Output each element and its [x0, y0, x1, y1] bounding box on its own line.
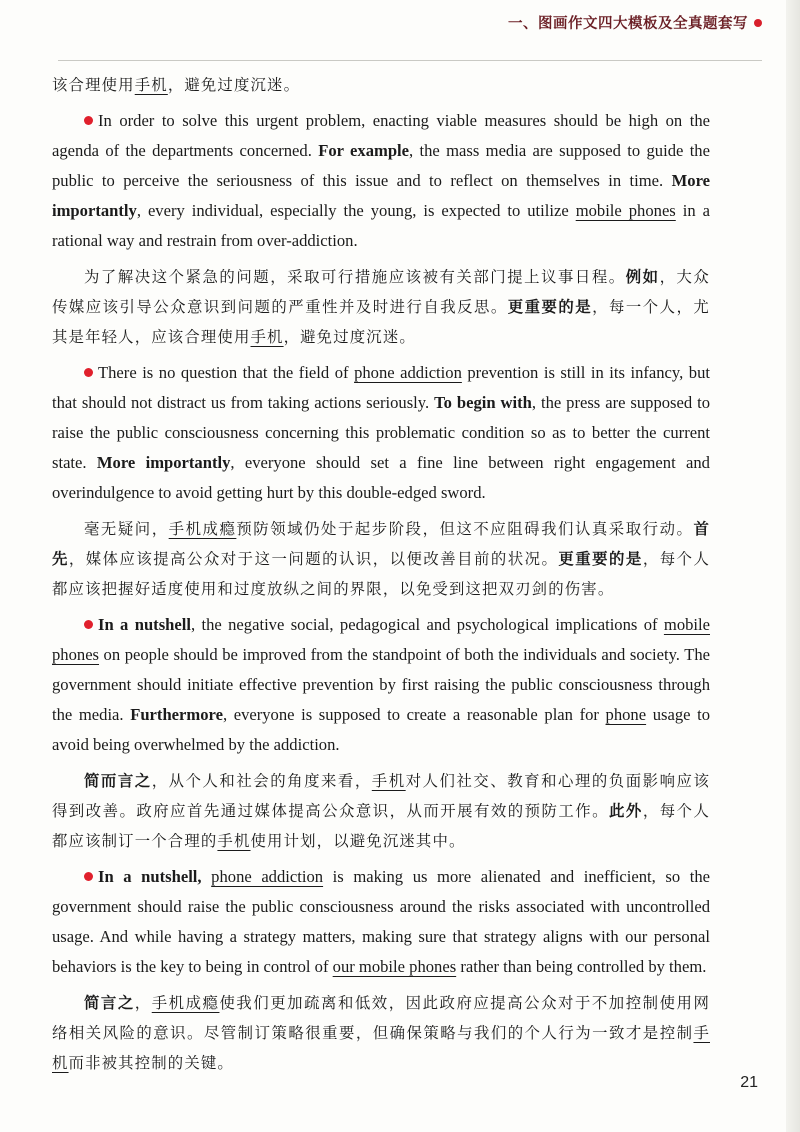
paragraph-zh-0: 该合理使用手机，避免过度沉迷。	[52, 76, 301, 94]
underlined-term: our mobile phones	[332, 957, 457, 976]
underlined-term: phone addiction	[211, 867, 324, 886]
underlined-term: 手机	[52, 1024, 710, 1072]
header-rule	[58, 60, 762, 61]
underlined-term: 手机	[250, 328, 284, 346]
running-header	[508, 12, 762, 33]
bullet-icon	[84, 116, 93, 125]
underlined-term: 手机	[217, 832, 251, 850]
underlined-term: 手机	[134, 76, 168, 94]
paragraph-en-2: There is no question that the field of phone addiction prevention is still in its infancy, but that should not distract us from taking actions seriously. To begin with, the press are supposed to raise the public consciousness concerning this problematic condition so as to better the current state. More importantly, everyone should set a fine line between right engagement and overindulgence to avoid getting hurt by this double-edged sword.	[52, 363, 710, 502]
page-content	[52, 70, 710, 1078]
paragraph-en-1: In order to solve this urgent problem, enacting viable measures should be high on the agenda of the departments concerned. For example, the mass media are supposed to guide the public to perceive the seriousness of this issue and to reflect on themselves in time. More importantly, every individual, especially the young, is expected to utilize mobile phones in a rational way and restrain from over-addiction.	[52, 111, 710, 250]
bullet-icon	[84, 368, 93, 377]
underlined-term: phone addiction	[354, 363, 462, 382]
page-number: 21	[740, 1074, 758, 1091]
underlined-term: 手机	[371, 772, 406, 790]
header-bullet-icon	[754, 19, 762, 27]
paragraph-zh-1: 为了解决这个紧急的问题，采取可行措施应该被有关部门提上议事日程。例如，大众传媒应该引导公众意识到问题的严重性并及时进行自我反思。更重要的是，每一个人，尤其是年轻人，应该合理使用手机，避免过度沉迷。	[52, 268, 710, 346]
underlined-term: mobile phones	[575, 201, 676, 220]
page-edge	[786, 0, 800, 1132]
paragraph-en-4: In a nutshell, phone addiction is making us more alienated and inefficient, so the government should raise the public consciousness around the risks associated with uncontrolled usage. And while having a strategy matters, making sure that strategy aligns with our personal behaviors is the key to being in control of our mobile phones rather than being controlled by them.	[52, 867, 710, 976]
underlined-term: phone	[605, 705, 647, 724]
section-title: 一、图画作文四大模板及全真题套写	[508, 16, 748, 32]
paragraph-zh-4: 简言之，手机成瘾使我们更加疏离和低效，因此政府应提高公众对于不加控制使用网络相关风险的意识。尽管制订策略很重要，但确保策略与我们的个人行为一致才是控制手机而非被其控制的关键。	[52, 994, 710, 1072]
paragraph-zh-2: 毫无疑问，手机成瘾预防领域仍处于起步阶段，但这不应阻碍我们认真采取行动。首先，媒体应该提高公众对于这一问题的认识，以便改善目前的状况。更重要的是，每个人都应该把握好适度使用和过度放纵之间的界限，以免受到这把双刃剑的伤害。	[52, 520, 710, 598]
paragraph-zh-3: 简而言之，从个人和社会的角度来看，手机对人们社交、教育和心理的负面影响应该得到改善。政府应首先通过媒体提高公众意识，从而开展有效的预防工作。此外，每个人都应该制订一个合理的手机使用计划，以避免沉迷其中。	[52, 772, 710, 850]
underlined-term: mobile phones	[52, 615, 710, 664]
bullet-icon	[84, 620, 93, 629]
underlined-term: 手机成瘾	[168, 520, 237, 538]
underlined-term: 手机成瘾	[151, 994, 220, 1012]
paragraph-en-3: In a nutshell, the negative social, pedagogical and psychological implications of mobile phones on people should be improved from the standpoint of both the individuals and society. The government should initiate effective prevention by first raising the public consciousness through the media. Furthermore, everyone is supposed to create a reasonable plan for phone usage to avoid being overwhelmed by the addiction.	[52, 615, 710, 754]
bullet-icon	[84, 872, 93, 881]
